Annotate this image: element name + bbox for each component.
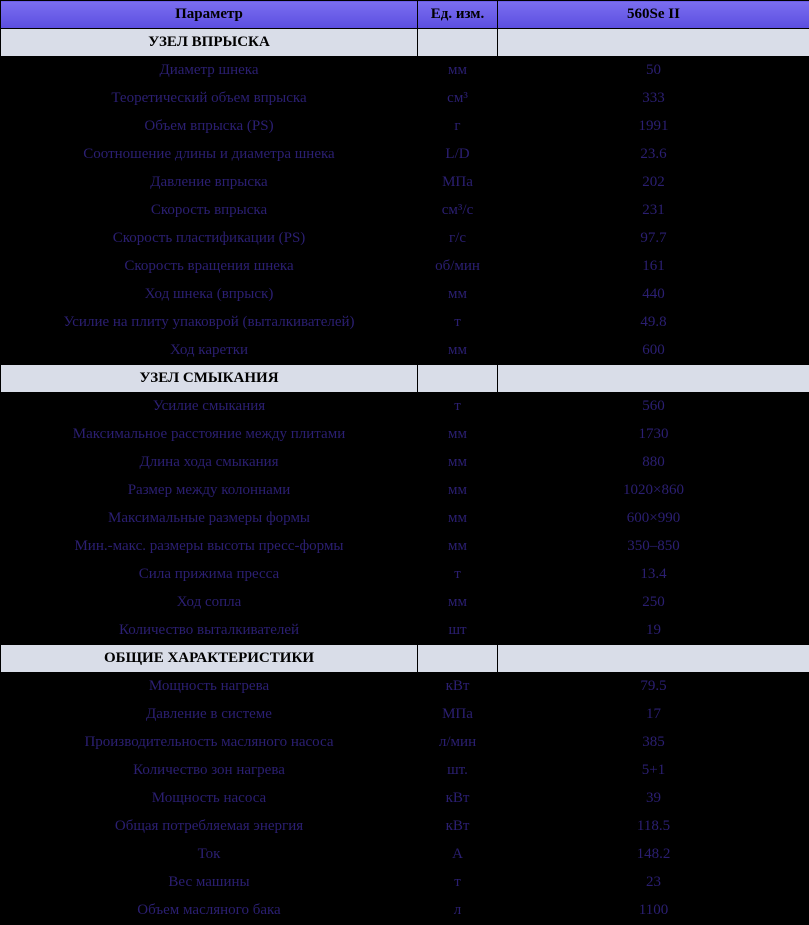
row-unit: т <box>418 393 498 421</box>
row-parameter: Ход шнека (впрыск) <box>1 281 418 309</box>
row-parameter: Мощность нагрева <box>1 673 418 701</box>
row-unit: мм <box>418 533 498 561</box>
row-parameter: Ход каретки <box>1 337 418 365</box>
table-row <box>1 393 809 421</box>
section-blank-unit <box>418 29 498 57</box>
table-row <box>1 785 809 813</box>
row-parameter: Давление в системе <box>1 701 418 729</box>
section-title: ОБЩИЕ ХАРАКТЕРИСТИКИ <box>1 645 418 673</box>
row-value: 148.2 <box>498 841 809 869</box>
table-row <box>1 309 809 337</box>
row-parameter: Длина хода смыкания <box>1 449 418 477</box>
row-unit: кВт <box>418 785 498 813</box>
row-value: 202 <box>498 169 809 197</box>
row-parameter: Усилие на плиту упаковрой (выталкивателей) <box>1 309 418 337</box>
table-row <box>1 897 809 925</box>
row-unit: шт <box>418 617 498 645</box>
row-parameter: Количество зон нагрева <box>1 757 418 785</box>
row-unit: кВт <box>418 673 498 701</box>
row-parameter: Теоретический объем впрыска <box>1 85 418 113</box>
table-body <box>1 1 809 925</box>
row-unit: см³/с <box>418 197 498 225</box>
row-value: 1020×860 <box>498 477 809 505</box>
row-parameter: Общая потребляемая энергия <box>1 813 418 841</box>
row-unit: мм <box>418 337 498 365</box>
row-unit: мм <box>418 449 498 477</box>
row-parameter: Производительность масляного насоса <box>1 729 418 757</box>
row-value: 79.5 <box>498 673 809 701</box>
row-value: 1730 <box>498 421 809 449</box>
section-title: УЗЕЛ ВПРЫСКА <box>1 29 418 57</box>
row-parameter: Максимальные размеры формы <box>1 505 418 533</box>
header-cell-unit: Ед. изм. <box>418 1 498 29</box>
row-parameter: Мощность насоса <box>1 785 418 813</box>
row-unit: г/с <box>418 225 498 253</box>
row-value: 13.4 <box>498 561 809 589</box>
table-header-row <box>1 1 809 29</box>
row-unit: л <box>418 897 498 925</box>
row-unit: MПa <box>418 169 498 197</box>
section-blank-unit <box>418 645 498 673</box>
table-row <box>1 57 809 85</box>
row-unit: кВт <box>418 813 498 841</box>
row-parameter: Диаметр шнека <box>1 57 418 85</box>
row-parameter: Соотношение длины и диаметра шнека <box>1 141 418 169</box>
row-value: 49.8 <box>498 309 809 337</box>
section-blank-value <box>498 29 809 57</box>
header-cell-parameter: Параметр <box>1 1 418 29</box>
table-row <box>1 337 809 365</box>
section-header-row <box>1 365 809 393</box>
table-row <box>1 729 809 757</box>
row-value: 333 <box>498 85 809 113</box>
row-unit: т <box>418 309 498 337</box>
row-parameter: Размер между колоннами <box>1 477 418 505</box>
table-row <box>1 533 809 561</box>
table-row <box>1 253 809 281</box>
table-row <box>1 757 809 785</box>
row-value: 17 <box>498 701 809 729</box>
row-value: 23.6 <box>498 141 809 169</box>
row-unit: л/мин <box>418 729 498 757</box>
table-row <box>1 477 809 505</box>
row-value: 5+1 <box>498 757 809 785</box>
row-unit: мм <box>418 57 498 85</box>
section-blank-unit <box>418 365 498 393</box>
row-unit: т <box>418 869 498 897</box>
row-parameter: Усилие смыкания <box>1 393 418 421</box>
table-row <box>1 449 809 477</box>
row-value: 161 <box>498 253 809 281</box>
header-cell-model: 560Se II <box>498 1 809 29</box>
row-value: 440 <box>498 281 809 309</box>
row-value: 231 <box>498 197 809 225</box>
table-row <box>1 225 809 253</box>
row-value: 50 <box>498 57 809 85</box>
row-unit: шт. <box>418 757 498 785</box>
row-value: 1991 <box>498 113 809 141</box>
row-value: 560 <box>498 393 809 421</box>
row-value: 350–850 <box>498 533 809 561</box>
table-row <box>1 589 809 617</box>
table-row <box>1 281 809 309</box>
row-parameter: Скорость вращения шнека <box>1 253 418 281</box>
row-unit: т <box>418 561 498 589</box>
row-value: 250 <box>498 589 809 617</box>
row-value: 118.5 <box>498 813 809 841</box>
row-value: 880 <box>498 449 809 477</box>
row-unit: мм <box>418 281 498 309</box>
table-row <box>1 85 809 113</box>
section-header-row <box>1 29 809 57</box>
table-row <box>1 813 809 841</box>
row-unit: об/мин <box>418 253 498 281</box>
row-value: 19 <box>498 617 809 645</box>
row-parameter: Максимальное расстояние между плитами <box>1 421 418 449</box>
row-parameter: Сила прижима пресса <box>1 561 418 589</box>
row-parameter: Ход сопла <box>1 589 418 617</box>
table-row <box>1 141 809 169</box>
row-unit: L/D <box>418 141 498 169</box>
row-parameter: Давление впрыска <box>1 169 418 197</box>
row-parameter: Количество выталкивателей <box>1 617 418 645</box>
table-row <box>1 561 809 589</box>
table-row <box>1 869 809 897</box>
row-unit: MПa <box>418 701 498 729</box>
row-parameter: Объем масляного бака <box>1 897 418 925</box>
row-parameter: Мин.-макс. размеры высоты пресс-формы <box>1 533 418 561</box>
table-row <box>1 505 809 533</box>
row-value: 600×990 <box>498 505 809 533</box>
row-unit: г <box>418 113 498 141</box>
row-unit: мм <box>418 421 498 449</box>
row-unit: мм <box>418 589 498 617</box>
row-unit: мм <box>418 505 498 533</box>
row-parameter: Вес машины <box>1 869 418 897</box>
row-value: 385 <box>498 729 809 757</box>
row-value: 97.7 <box>498 225 809 253</box>
section-header-row <box>1 645 809 673</box>
row-parameter: Скорость пластификации (PS) <box>1 225 418 253</box>
row-parameter: Скорость впрыска <box>1 197 418 225</box>
row-parameter: Объем впрыска (PS) <box>1 113 418 141</box>
table-row <box>1 197 809 225</box>
section-blank-value <box>498 645 809 673</box>
table-row <box>1 617 809 645</box>
row-value: 23 <box>498 869 809 897</box>
table-row <box>1 113 809 141</box>
section-title: УЗЕЛ СМЫКАНИЯ <box>1 365 418 393</box>
row-value: 39 <box>498 785 809 813</box>
table-row <box>1 673 809 701</box>
row-value: 600 <box>498 337 809 365</box>
row-unit: см³ <box>418 85 498 113</box>
table-row <box>1 169 809 197</box>
table-row <box>1 841 809 869</box>
section-blank-value <box>498 365 809 393</box>
table-row <box>1 421 809 449</box>
row-value: 1100 <box>498 897 809 925</box>
table-row <box>1 701 809 729</box>
row-unit: мм <box>418 477 498 505</box>
row-unit: А <box>418 841 498 869</box>
row-parameter: Ток <box>1 841 418 869</box>
